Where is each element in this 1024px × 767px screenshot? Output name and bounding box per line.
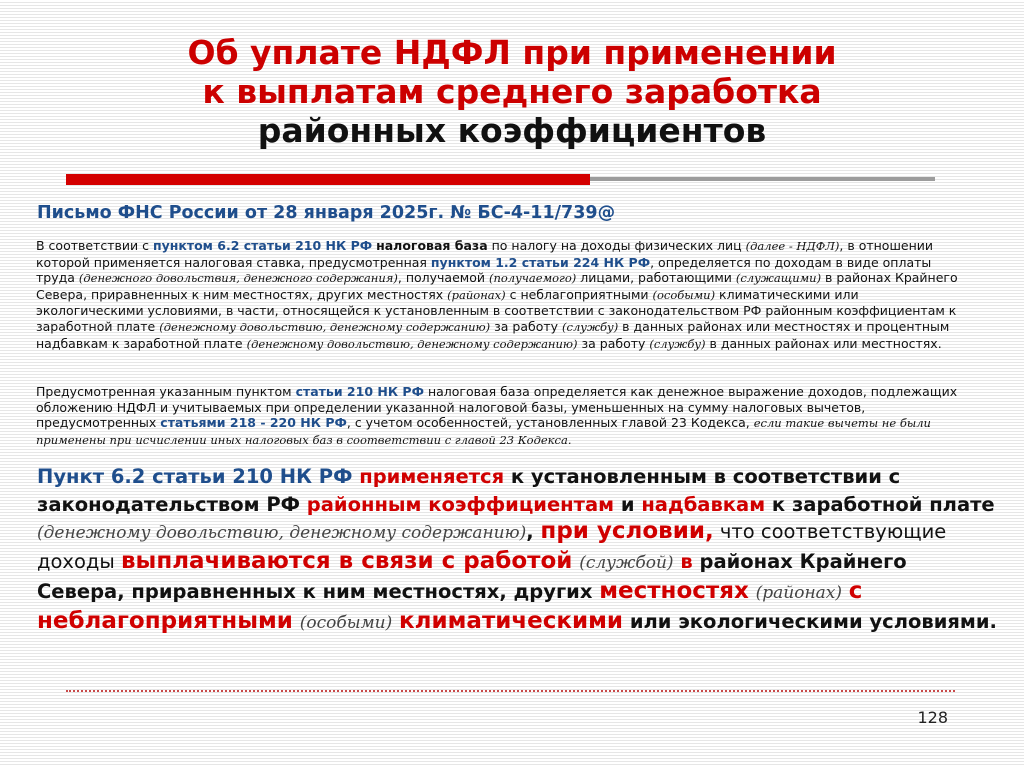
footer-divider [66, 690, 955, 692]
title-underline-red [66, 174, 590, 185]
paragraph-2: Предусмотренная указанным пунктом статьи 210 НК РФ налоговая база определяется как денежное выражение доходов, подлежащих обложению НДФЛ и учитываемых при определении указанной налоговой базы, уменьшенных на сумму налоговых вычетов, предусмотренных статьями 218 - 220 НК РФ, с учетом особенностей, установленных главой 23 Кодекса, если такие вычеты не были применены при исчислении иных налоговых баз в соответствии с главой 23 Кодекса. [36, 384, 958, 447]
slide-title [60, 33, 964, 150]
link-st218-220[interactable]: статьями 218 - 220 НК РФ [160, 415, 347, 431]
title-line-2: к выплатам среднего заработка [202, 72, 822, 111]
page-number: 128 [917, 708, 948, 727]
letter-reference: Письмо ФНС России от 28 января 2025г. № БС-4-11/739@ [37, 203, 616, 223]
paragraph-1: В соответствии с пунктом 6.2 статьи 210 НК РФ налоговая база по налогу на доходы физических лиц (далее - НДФЛ), в отношении которой применяется налоговая ставка, предусмотренная пунктом 1.2 статьи 224 НК РФ, определяется по доходам в виде оплаты труда (денежного довольствия, денежного содержания), получаемой (получаемого) лицами, работающими (служащими) в районах Крайнего Севера, приравненных к ним местностях, других местностях (районах) с неблагоприятными (особыми) климатическими или экологическими условиями, в части, относящейся к установленным в соответствии с законодательством РФ районным коэффициентам к заработной плате (денежному довольствию, денежному содержанию) за работу (службу) в данных районах или местностях и процентным надбавкам к заработной плате (денежному довольствию, денежному содержанию) за работу (службу) в данных районах или местностях. [36, 238, 958, 351]
link-st210[interactable]: статьи 210 НК РФ [295, 384, 424, 399]
title-line-1: Об уплате НДФЛ при применении [187, 33, 837, 72]
link-p6-2-st210[interactable]: пунктом 6.2 статьи 210 НК РФ [152, 238, 373, 253]
key-statement: Пункт 6.2 статьи 210 НК РФ применяется к установленным в соответствии с законодательством РФ районным коэффициентам и надбавкам к заработной плате (денежному довольствию, денежному содержанию), при условии, что соответствующие доходы выплачиваются в связи с работой (службой) в районах Крайнего Севера, приравненных к ним местностях, других местностях (районах) с неблагоприятными (особыми) климатическими или экологическими условиями. [37, 465, 997, 634]
title-line-3: районных коэффициентов [257, 111, 767, 150]
link-p1-2-st224[interactable]: пунктом 1.2 статьи 224 НК РФ [430, 254, 651, 270]
title-underline-gray [590, 177, 935, 181]
